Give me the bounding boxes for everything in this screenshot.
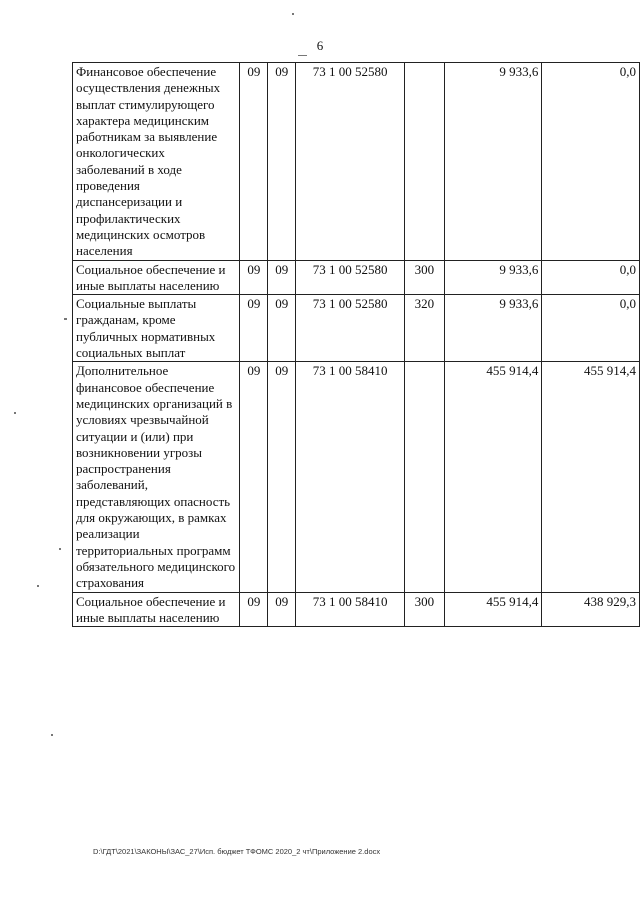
scan-speck: [298, 55, 307, 56]
scan-speck: [37, 585, 39, 587]
row-name: Социальное обеспечение и иные выплаты населению: [73, 260, 240, 295]
row-amount-1: 9 933,6: [444, 260, 542, 295]
row-section: 09: [240, 362, 268, 592]
row-expense-type: 320: [404, 295, 444, 362]
row-subsection: 09: [268, 260, 296, 295]
row-subsection: 09: [268, 295, 296, 362]
row-amount-2: 438 929,3: [542, 592, 640, 627]
scan-speck: [59, 548, 61, 550]
row-expense-type: 300: [404, 260, 444, 295]
scan-speck: [292, 13, 294, 15]
row-target-article: 73 1 00 52580: [296, 260, 405, 295]
table-row: [73, 63, 640, 261]
row-amount-1: 9 933,6: [444, 295, 542, 362]
file-path-footer: D:\ГДТ\2021\ЗАКОНЫ\ЗАС_27\Исп. бюджет ТФОМС 2020_2 чт\Приложение 2.docx: [93, 847, 381, 856]
scan-speck: [14, 412, 16, 414]
row-target-article: 73 1 00 58410: [296, 592, 405, 627]
page-number: 6: [316, 38, 324, 53]
row-name: Финансовое обеспечение осуществления денежных выплат стимулирующего характера медицинским работникам за выявление онкологических заболеваний в ходе проведения диспансеризации и профилактических медицинских осмотров населения: [73, 63, 240, 261]
row-amount-2: 0,0: [542, 295, 640, 362]
row-name: Социальные выплаты гражданам, кроме публичных нормативных социальных выплат: [73, 295, 240, 362]
scan-speck: [64, 318, 67, 320]
row-expense-type: 300: [404, 592, 444, 627]
row-amount-2: 0,0: [542, 260, 640, 295]
budget-table: [72, 62, 640, 627]
table-row: [73, 295, 640, 362]
scan-speck: [51, 734, 53, 736]
row-section: 09: [240, 295, 268, 362]
row-expense-type: [404, 63, 444, 261]
row-amount-1: 455 914,4: [444, 362, 542, 592]
row-name: Дополнительное финансовое обеспечение медицинских организаций в условиях чрезвычайной ситуации и (или) при возникновении угрозы распространения заболеваний, представляющих опасность для окружающих, в рамках реализации территориальных программ обязательного медицинского страхования: [73, 362, 240, 592]
row-amount-2: 0,0: [542, 63, 640, 261]
table-row: [73, 592, 640, 627]
row-subsection: 09: [268, 362, 296, 592]
row-amount-1: 455 914,4: [444, 592, 542, 627]
row-target-article: 73 1 00 58410: [296, 362, 405, 592]
row-subsection: 09: [268, 63, 296, 261]
row-subsection: 09: [268, 592, 296, 627]
row-section: 09: [240, 63, 268, 261]
row-section: 09: [240, 260, 268, 295]
row-expense-type: [404, 362, 444, 592]
row-section: 09: [240, 592, 268, 627]
table-row: [73, 260, 640, 295]
row-target-article: 73 1 00 52580: [296, 63, 405, 261]
row-name: Социальное обеспечение и иные выплаты населению: [73, 592, 240, 627]
row-amount-1: 9 933,6: [444, 63, 542, 261]
row-target-article: 73 1 00 52580: [296, 295, 405, 362]
table-row: [73, 362, 640, 592]
row-amount-2: 455 914,4: [542, 362, 640, 592]
